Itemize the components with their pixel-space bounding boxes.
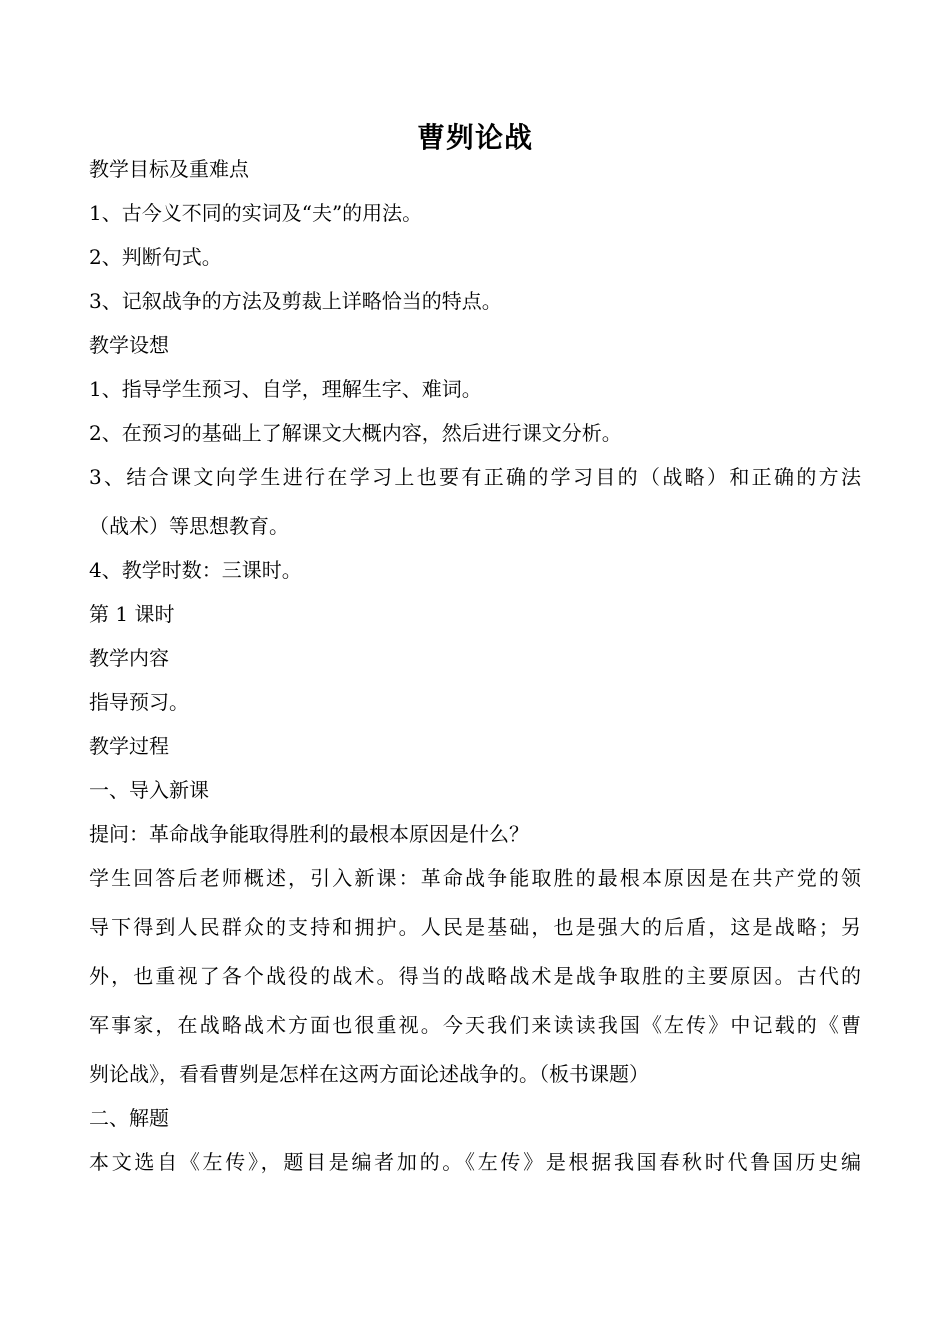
plan-item-1: 1、指导学生预习、自学，理解生字、难词。 [89, 377, 482, 401]
plan-item-3-line-1: 3、结合课文向学生进行在学习上也要有正确的学习目的（战略）和正确的方法 [89, 465, 861, 489]
paragraph-line-2: 导下得到人民群众的支持和拥护。人民是基础，也是强大的后盾，这是战略；另 [89, 915, 861, 939]
objective-item-2: 2、判断句式。 [89, 245, 222, 269]
objective-item-3: 3、记叙战争的方法及剪裁上详略恰当的特点。 [89, 289, 502, 313]
plan-item-4: 4、教学时数：三课时。 [89, 558, 302, 582]
section-heading-plan: 教学设想 [89, 333, 169, 357]
section-heading-process: 教学过程 [89, 734, 169, 758]
paragraph-line-4: 军事家，在战略战术方面也很重视。今天我们来读读我国《左传》中记载的《曹 [89, 1013, 861, 1037]
section-heading-objectives: 教学目标及重难点 [89, 157, 249, 181]
step-heading-topic: 二、解题 [89, 1106, 169, 1130]
paragraph-line-1: 学生回答后老师概述，引入新课：革命战争能取胜的最根本原因是在共产党的领 [89, 866, 861, 890]
paragraph-line-3: 外，也重视了各个战役的战术。得当的战略战术是战争取胜的主要原因。古代的 [89, 964, 861, 988]
section-heading-content: 教学内容 [89, 646, 169, 670]
paragraph-line-5: 刿论战》，看看曹刿是怎样在这两方面论述战争的。（板书课题） [89, 1062, 649, 1086]
lesson-number: 第 1 课时 [89, 602, 175, 626]
plan-item-2: 2、在预习的基础上了解课文大概内容，然后进行课文分析。 [89, 421, 622, 445]
objective-item-1: 1、古今义不同的实词及“夫”的用法。 [89, 201, 423, 225]
content-text: 指导预习。 [89, 690, 189, 714]
plan-item-3-line-2: （战术）等思想教育。 [89, 514, 289, 538]
topic-paragraph-line-1: 本文选自《左传》，题目是编者加的。《左传》是根据我国春秋时代鲁国历史编 [89, 1150, 861, 1174]
step-heading-introduction: 一、导入新课 [89, 778, 209, 802]
document-title: 曹刿论战 [416, 121, 533, 154]
question-text: 提问：革命战争能取得胜利的最根本原因是什么？ [89, 822, 529, 846]
